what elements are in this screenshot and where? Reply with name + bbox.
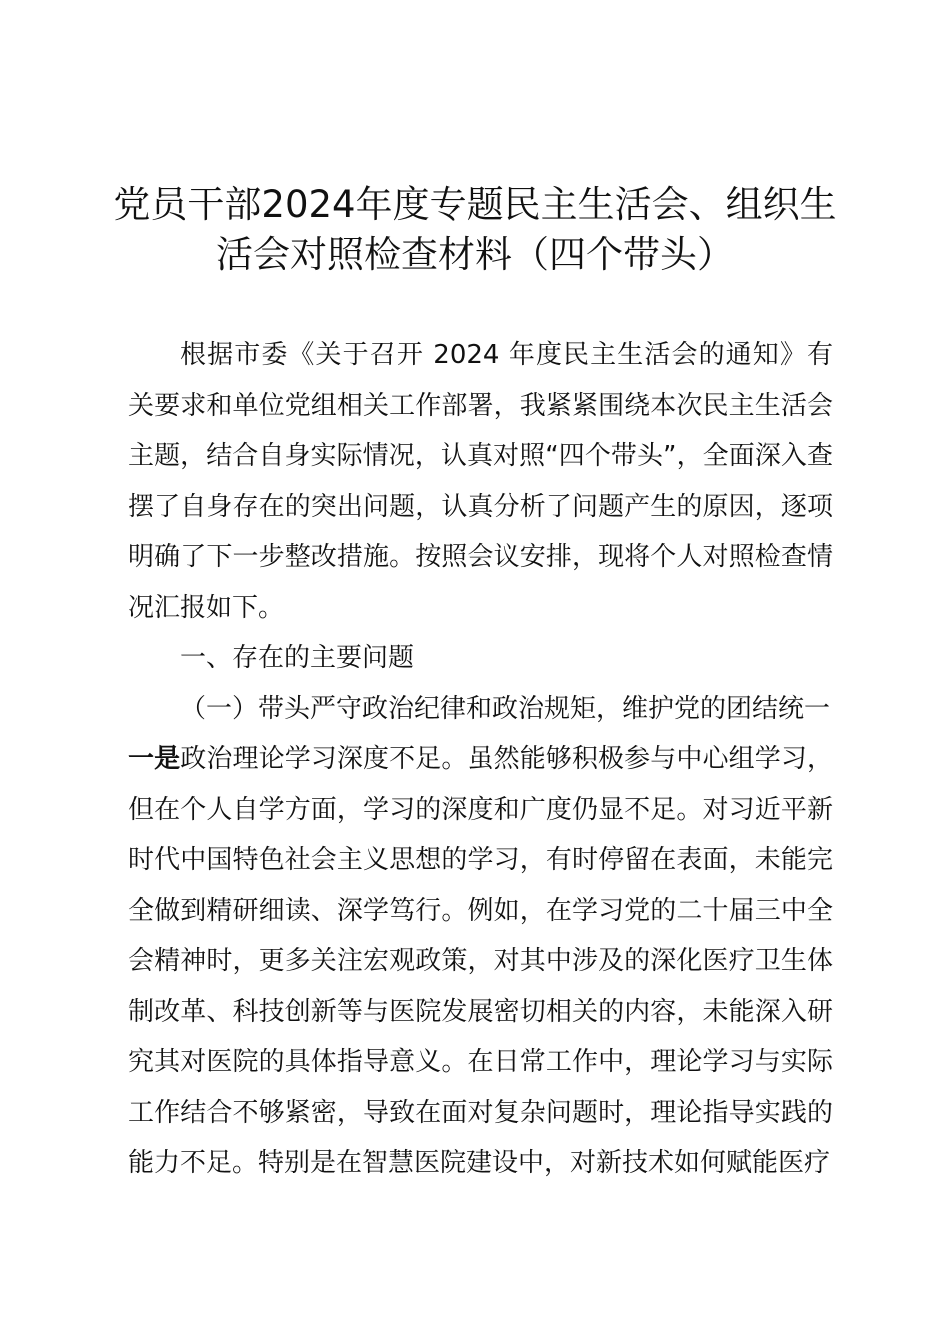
point-one-lead: 一是 <box>128 744 181 774</box>
title-line-1: 党员干部2024年度专题民主生活会、组织生 <box>113 183 837 226</box>
title-line-2: 活会对照检查材料（四个带头） <box>216 233 734 276</box>
section-heading-problems: 一、存在的主要问题 <box>180 643 415 673</box>
point-one-paragraph <box>128 734 833 1189</box>
subsection-heading-political-discipline: （一）带头严守政治纪律和政治规矩，维护党的团结统一 <box>180 693 831 724</box>
document-body <box>128 330 833 1189</box>
intro-paragraph: 根据市委《关于召开 2024 年度民主生活会的通知》有关要求和单位党组相关工作部署，我紧紧围绕本次民主生活会主题，结合自身实际情况，认真对照“四个带头”，全面深入查摆了自身存在的突出问题，认真分析了问题产生的原因，逐项明确了下一步整改措施。按照会议安排，现将个人对照检查情况汇报如下。 <box>128 340 833 623</box>
document-title <box>110 180 840 280</box>
point-one-text: 政治理论学习深度不足。虽然能够积极参与中心组学习，但在个人自学方面，学习的深度和广度仍显不足。对习近平新时代中国特色社会主义思想的学习，有时停留在表面，未能完全做到精研细读、深学笃行。例如，在学习党的二十届三中全会精神时，更多关注宏观政策，对其中涉及的深化医疗卫生体制改革、科技创新等与医院发展密切相关的内容，未能深入研究其对医院的具体指导意义。在日常工作中，理论学习与实际工作结合不够紧密，导致在面对复杂问题时，理论指导实践的能力不足。特别是在智慧医院建设中，对新技术如何赋能医疗 <box>128 744 833 1178</box>
